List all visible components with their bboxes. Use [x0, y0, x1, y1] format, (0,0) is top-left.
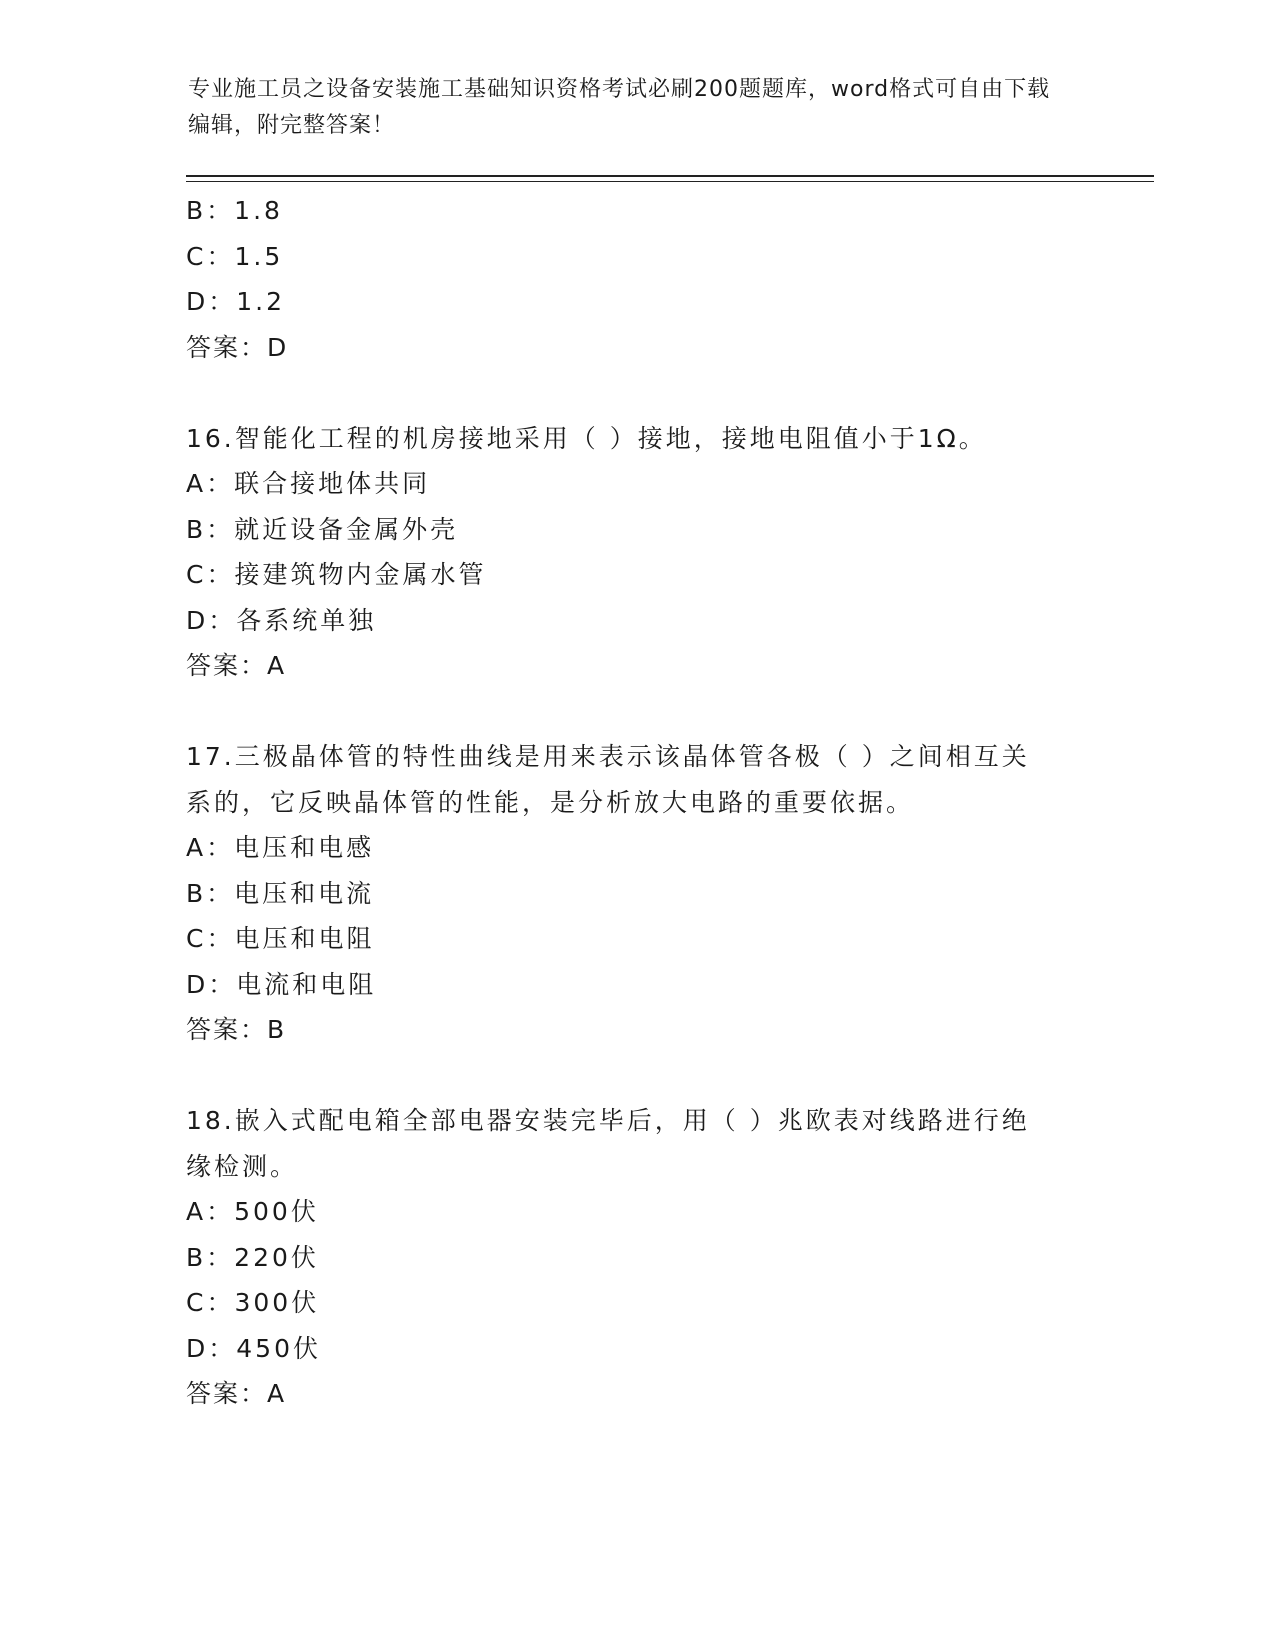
- option-text: 电流和电阻: [236, 969, 377, 999]
- option-b: B：220伏: [186, 1242, 319, 1272]
- option-label: D: [186, 1333, 209, 1363]
- previous-question-tail: [186, 188, 1066, 371]
- option-label: A: [186, 1197, 207, 1226]
- option-label: D: [186, 287, 209, 316]
- question-16: [186, 416, 1066, 690]
- option-d: D：1.2: [186, 287, 286, 316]
- option-text: 就近设备金属外壳: [234, 514, 459, 544]
- option-c: C：接建筑物内金属水管: [186, 560, 487, 589]
- option-text: 各系统单独: [236, 605, 377, 635]
- option-text: 电压和电流: [234, 878, 375, 908]
- option-d: D：各系统单独: [186, 605, 377, 635]
- option-text: 450伏: [236, 1333, 321, 1363]
- option-label: B: [186, 196, 207, 225]
- option-c: C：300伏: [186, 1288, 320, 1317]
- answer-line: 答案：A: [186, 1379, 287, 1408]
- option-label: C: [186, 560, 207, 589]
- option-label: D: [186, 969, 209, 999]
- header-divider: [186, 175, 1154, 177]
- option-a: A：联合接地体共同: [186, 469, 431, 498]
- option-a: A：电压和电感: [186, 833, 375, 862]
- option-label: C: [186, 241, 207, 271]
- question-text: 16.智能化工程的机房接地采用（ ）接地，接地电阻值小于1Ω。: [186, 423, 987, 453]
- question-text: 18.嵌入式配电箱全部电器安装完毕后，用（ ）兆欧表对线路进行绝缘检测。: [186, 1106, 1030, 1181]
- option-b: B：电压和电流: [186, 878, 375, 908]
- option-c: C：1.5: [186, 241, 284, 271]
- option-label: C: [186, 924, 207, 953]
- question-list: [186, 188, 1066, 1417]
- option-label: A: [186, 469, 207, 498]
- option-d: D：450伏: [186, 1333, 321, 1363]
- answer-line: 答案：B: [186, 1015, 287, 1044]
- header-divider-thin: [186, 181, 1154, 182]
- option-text: 500伏: [234, 1197, 319, 1226]
- option-text: 1.5: [234, 241, 284, 271]
- option-c: C：电压和电阻: [186, 924, 375, 953]
- option-b: B：1.8: [186, 196, 283, 225]
- option-label: C: [186, 1288, 207, 1317]
- option-text: 电压和电阻: [234, 924, 375, 953]
- document-header: 专业施工员之设备安装施工基础知识资格考试必刷200题题库，word格式可自由下载编辑，附完整答案！: [188, 77, 1051, 138]
- question-text: 17.三极晶体管的特性曲线是用来表示该晶体管各极（ ）之间相互关系的，它反映晶体管的性能，是分析放大电路的重要依据。: [186, 742, 1030, 817]
- option-text: 1.2: [236, 287, 286, 316]
- answer-line: 答案：D: [186, 332, 289, 362]
- option-text: 300伏: [234, 1288, 320, 1317]
- option-text: 联合接地体共同: [234, 469, 431, 498]
- option-a: A：500伏: [186, 1197, 319, 1226]
- option-label: B: [186, 514, 207, 544]
- option-text: 1.8: [234, 196, 283, 225]
- question-17: [186, 734, 1066, 1053]
- option-text: 220伏: [234, 1242, 319, 1272]
- option-label: D: [186, 605, 209, 635]
- option-label: B: [186, 878, 207, 908]
- option-b: B：就近设备金属外壳: [186, 514, 459, 544]
- answer-line: 答案：A: [186, 651, 287, 680]
- option-text: 电压和电感: [234, 833, 375, 862]
- option-text: 接建筑物内金属水管: [234, 560, 487, 589]
- option-d: D：电流和电阻: [186, 969, 377, 999]
- option-label: B: [186, 1242, 207, 1272]
- question-18: [186, 1098, 1066, 1417]
- option-label: A: [186, 833, 207, 862]
